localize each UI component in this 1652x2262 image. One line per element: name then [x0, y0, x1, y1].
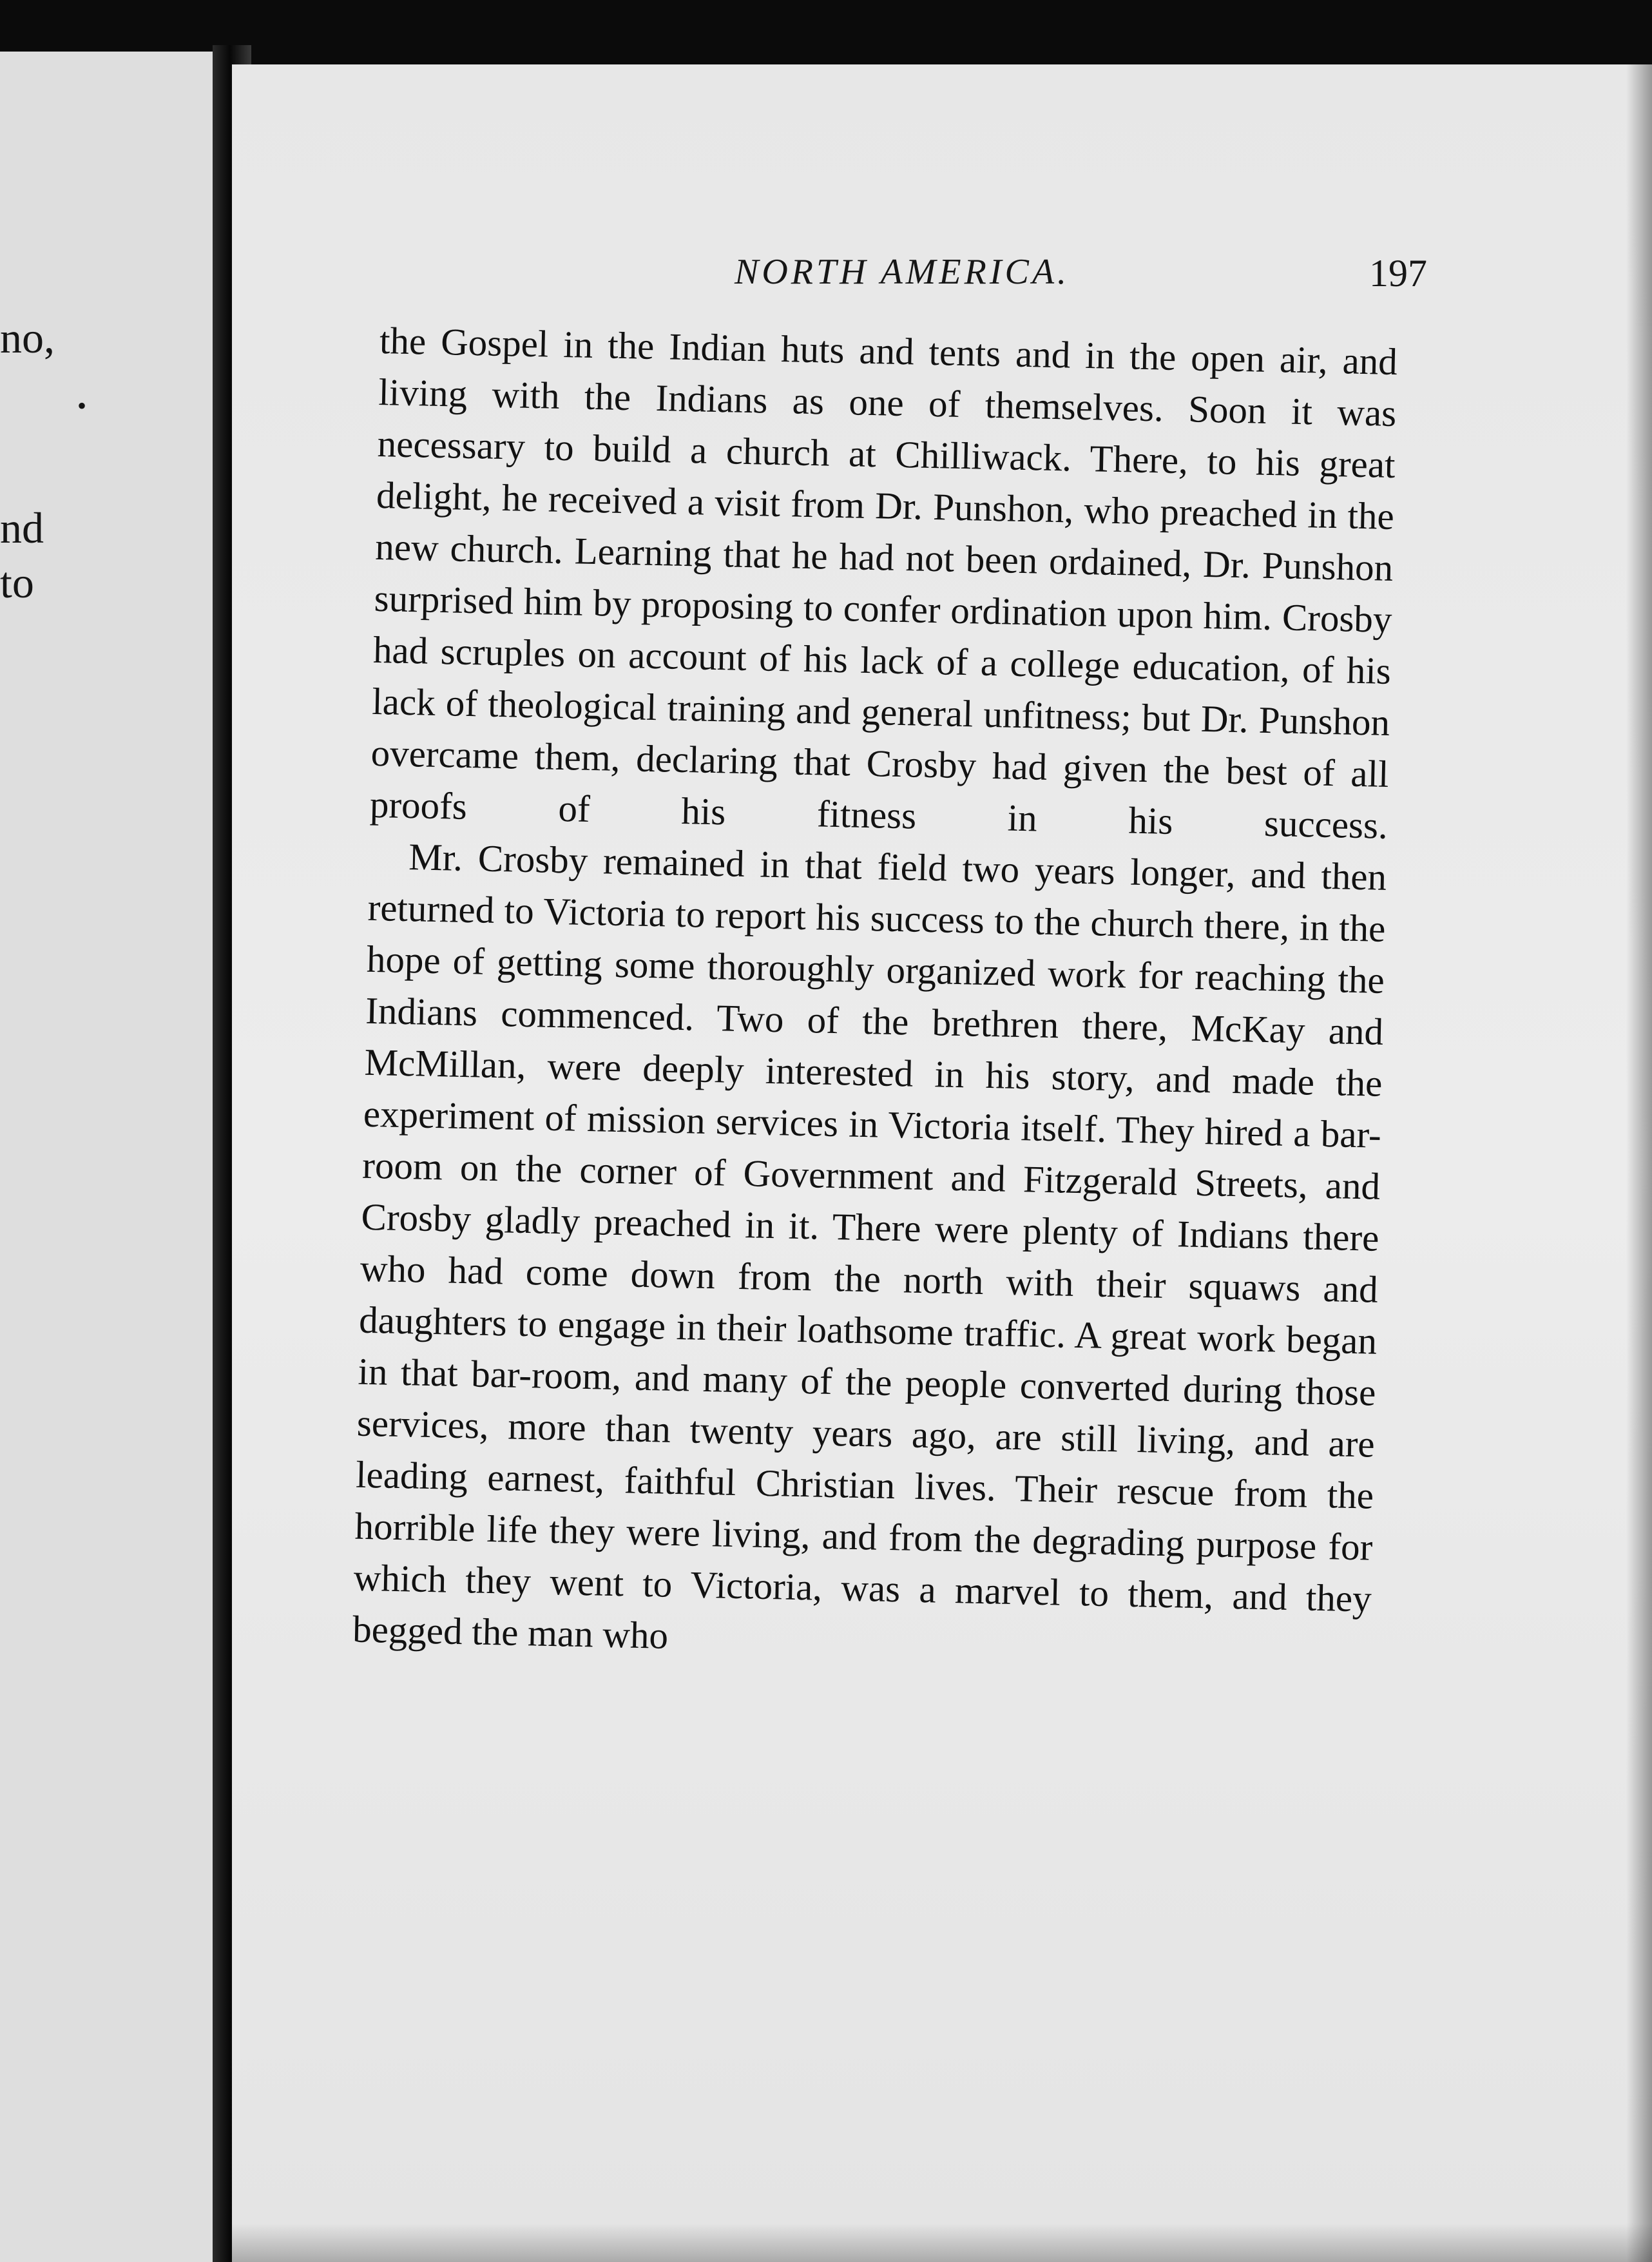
page-edge-shadow — [1626, 64, 1652, 2262]
page-number: 197 — [1369, 252, 1427, 295]
paragraph: Mr. Crosby remained in that field two years longer, and then returned to Victoria to report his success to the church there, in the hope of getting some thoroughly organized work for reaching the Indians commenced. Two of the brethren there, McKay and McMillan, were deeply interested in his story, and made the experiment of mission services in Victoria itself. They hired a bar-room on the corner of Government and Fitzgerald Streets, and Crosby gladly preached in it. There were plenty of Indians there who had come down from the north with their squaws and daughters to engage in their loathsome traffic. A great work began in that bar-room, and many of the people converted during those services, more than twenty years ago, are still living, and are leading earnest, faithful Christian lives. Their rescue from the horrible life they were living, and from the degrading purpose for which they went to Victoria, was a marvel to them, and they begged the man who — [352, 835, 1387, 1657]
left-page-fragment: • — [77, 391, 87, 420]
left-page-fragment: no, — [0, 313, 55, 362]
body-text — [352, 314, 1397, 1676]
running-head: NORTH AMERICA. — [735, 252, 1070, 292]
left-page-fragment: to — [0, 558, 34, 607]
left-facing-page — [0, 52, 222, 2262]
paragraph: the Gospel in the Indian huts and tents and in the open air, and living with the Indians as one of themselves. Soon it was necessary to build a church at Chilliwack. There, to his great delight, he received a visit from Dr. Punshon, who preached in the new church. Learning that he had not been ordained, Dr. Punshon surprised him by proposing to confer ordination upon him. Crosby had scruples on account of his lack of a college education, of his lack of theological training and general unfitness; but Dr. Punshon overcame them, declaring that Crosby had given the best of all proofs of his fitness in his success. — [369, 318, 1398, 847]
page-bottom-shadow — [232, 2223, 1652, 2262]
left-page-fragment: nd — [0, 503, 44, 552]
book-page — [232, 64, 1652, 2262]
